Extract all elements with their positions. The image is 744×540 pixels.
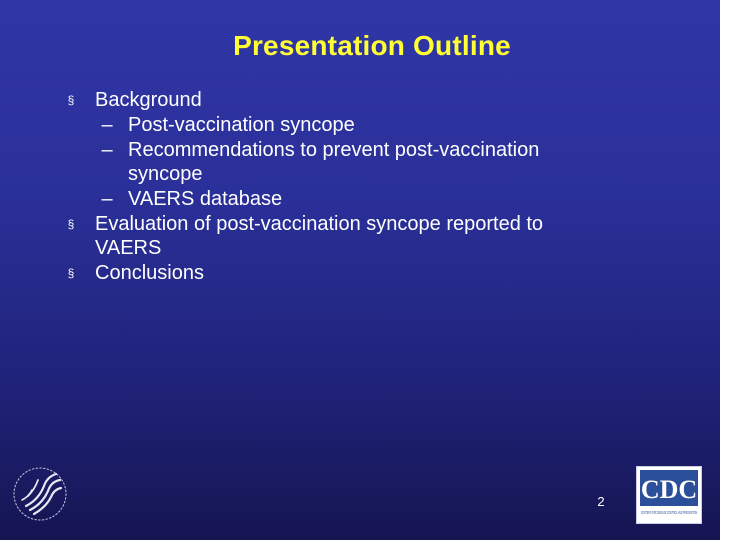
cdc-logo-tagline: CENTERS FOR DISEASE CONTROL AND PREVENTION [641,510,697,515]
page-number: 2 [597,494,605,509]
bullet-text-continuation: VAERS [95,237,162,259]
sub-bullet-marker: – [101,188,113,210]
cdc-logo [636,466,702,524]
slide-title: Presentation Outline [233,30,511,61]
sub-bullet-text: Recommendations to prevent post-vaccination [128,139,540,161]
sub-bullet-item [60,187,660,211]
bullet-text: Background [95,89,202,111]
sub-bullet-text: Post-vaccination syncope [128,114,355,136]
sub-bullet-text: VAERS database [128,188,283,210]
sub-bullet-item [60,113,660,137]
cdc-logo-text: CDC [640,475,698,504]
hhs-logo [10,462,70,526]
sub-bullet-text-continuation: syncope [128,163,203,185]
bullet-item [60,88,660,112]
bullet-text: Conclusions [95,262,204,284]
sub-bullet-marker: – [101,139,113,161]
bullet-marker: § [67,217,75,231]
sub-bullet-item [60,138,660,186]
bullet-text: Evaluation of post-vaccination syncope reported to [95,213,544,235]
bullet-marker: § [67,266,75,280]
bullet-list [60,88,660,286]
bullet-item [60,212,660,260]
sub-bullet-marker: – [101,114,113,136]
hhs-eagle-icon [14,468,66,520]
bullet-marker: § [67,93,75,107]
bullet-item [60,261,660,285]
